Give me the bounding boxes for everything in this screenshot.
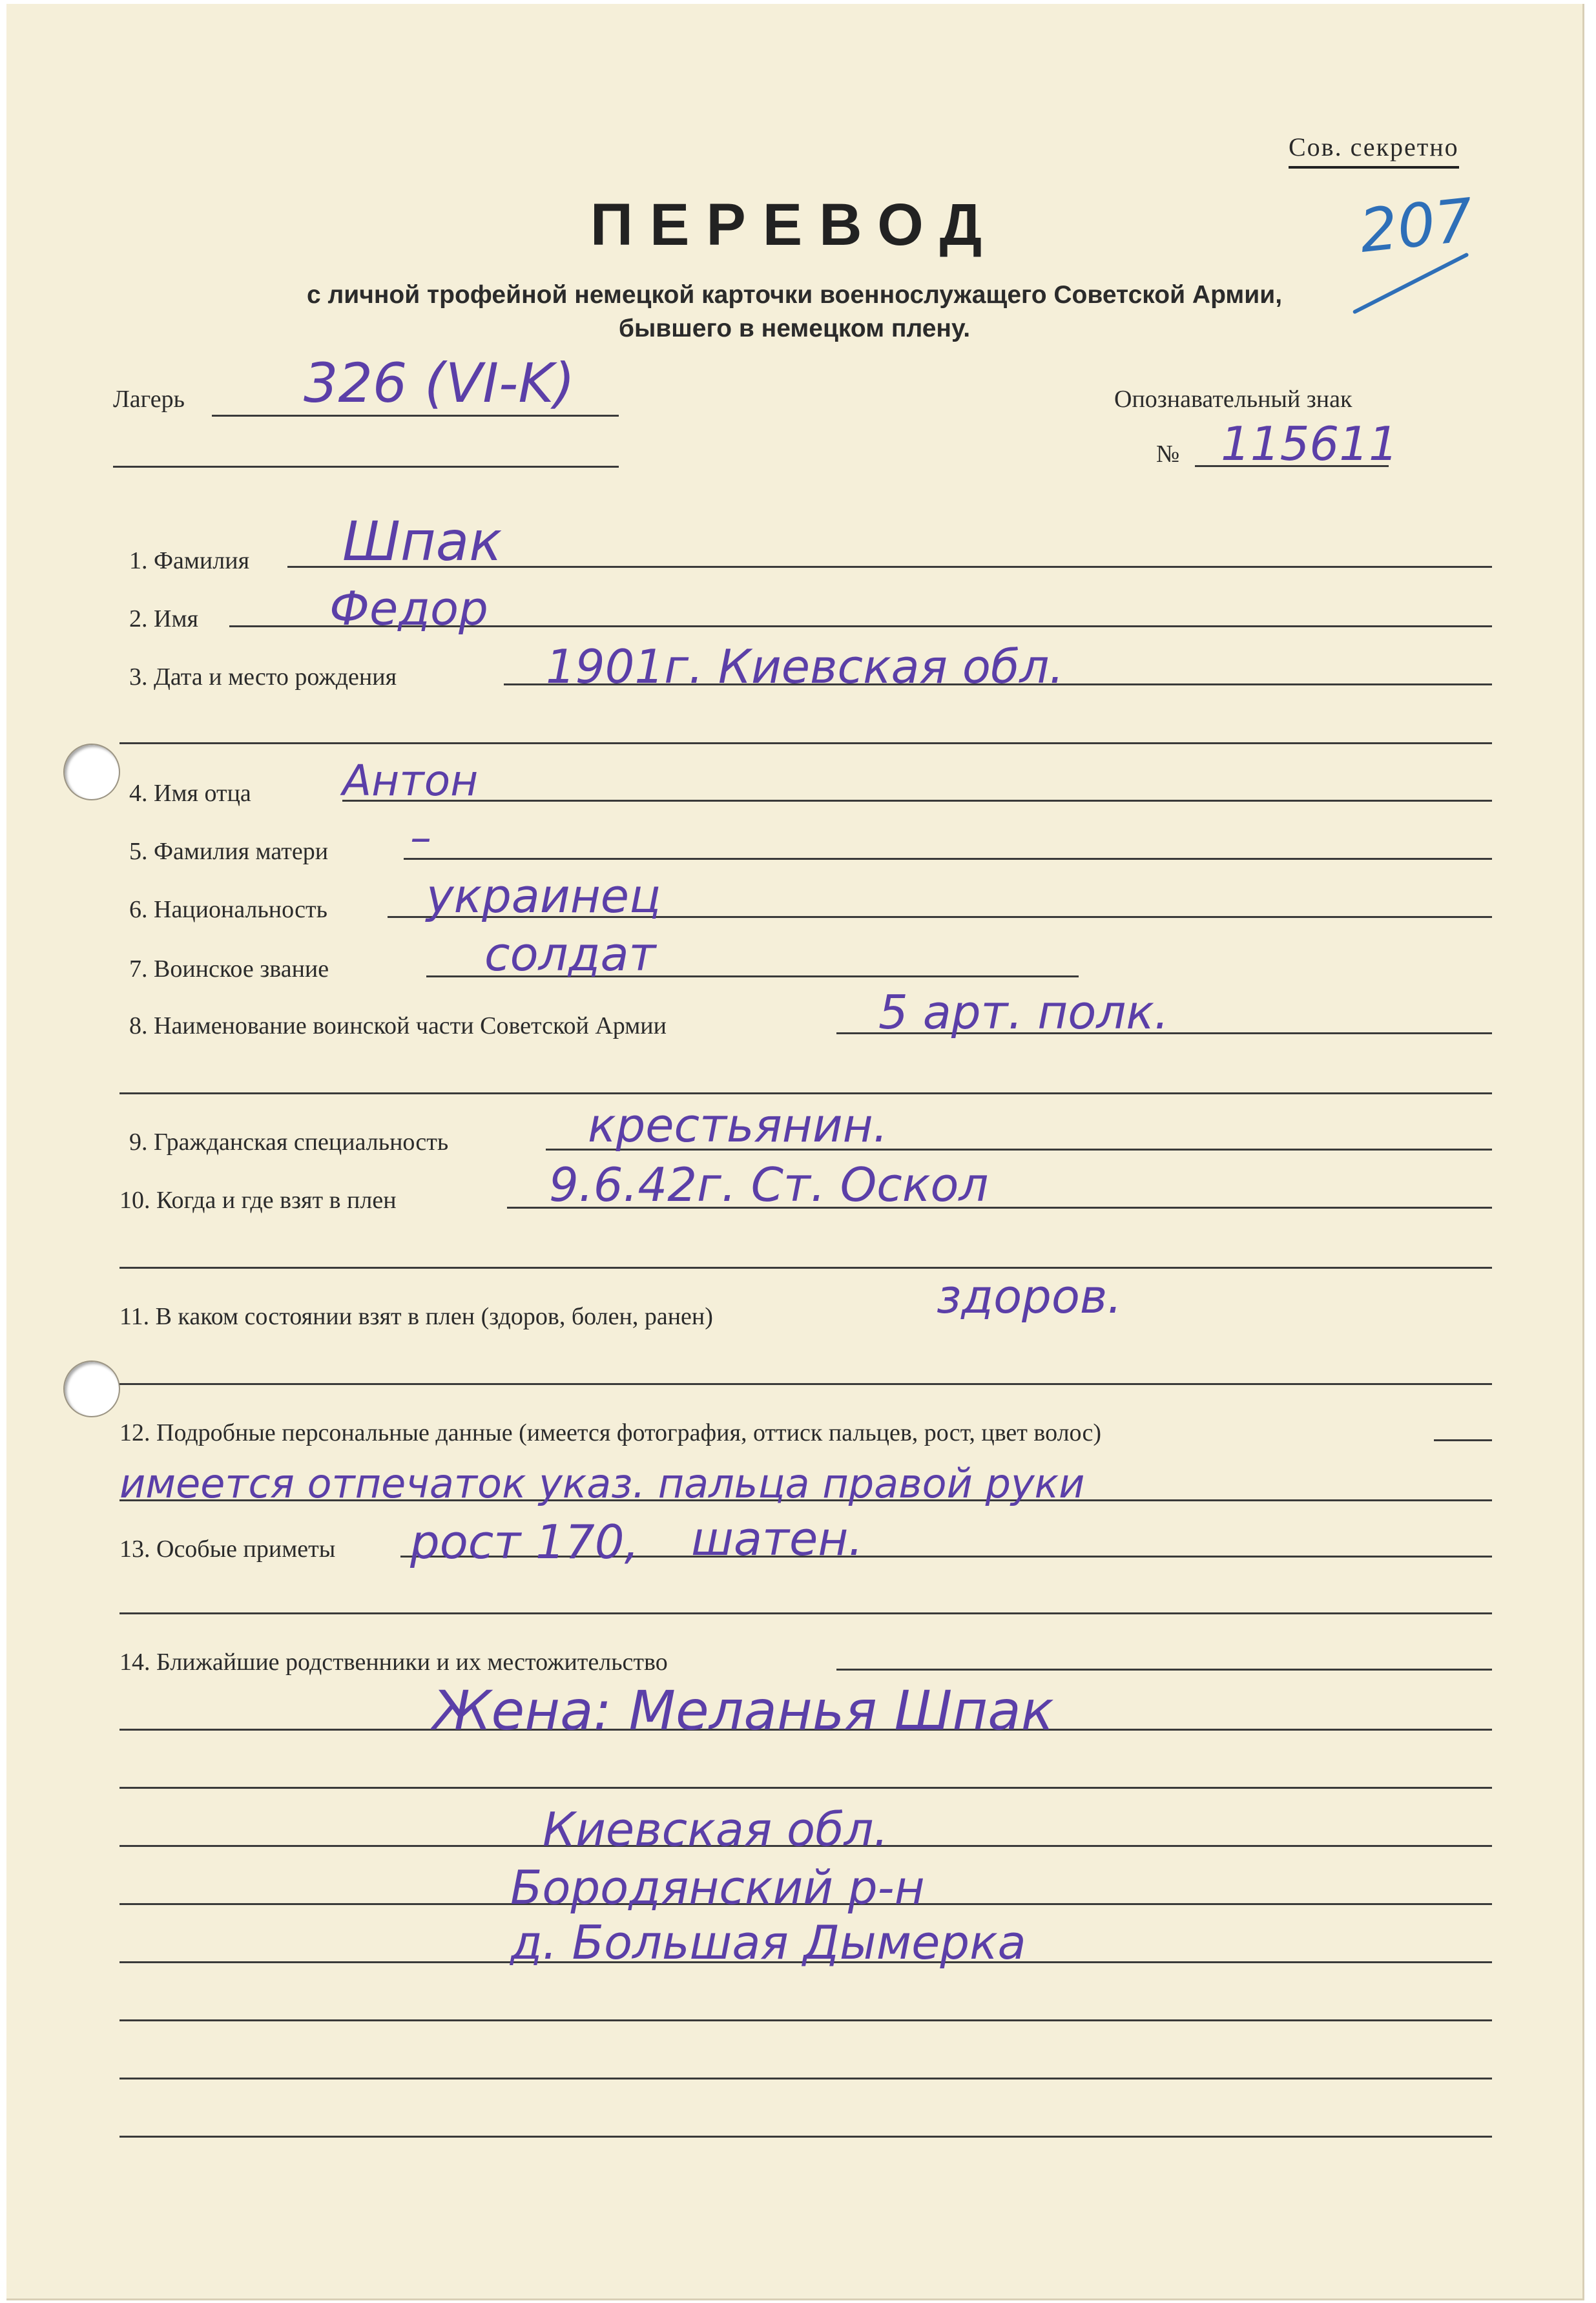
punch-hole — [63, 1360, 120, 1417]
field-relatives-line-7 — [119, 2019, 1492, 2021]
field-captured-line-2 — [119, 1267, 1492, 1269]
id-tag-number: 115611 — [1221, 417, 1398, 471]
field-profession-value: крестьянин. — [588, 1098, 888, 1152]
classification-stamp: Сов. секретно — [1289, 132, 1459, 169]
field-personal-data-value: имеется отпечаток указ. пальца правой руки — [119, 1460, 1085, 1507]
field-features-line-2 — [119, 1612, 1492, 1614]
camp-label: Лагерь — [113, 386, 185, 413]
field-nationality-value: украинец — [426, 869, 661, 923]
document-sheet — [6, 4, 1584, 2300]
field-relatives-line-9 — [119, 2136, 1492, 2138]
field-relatives-label: 14. Ближайшие родственники и их местожительство — [119, 1649, 668, 1676]
field-surname-label: 1. Фамилия — [129, 547, 250, 574]
page-title: ПЕРЕВОД — [590, 192, 999, 258]
field-birth-label: 3. Дата и место рождения — [129, 663, 397, 691]
page-subtitle — [200, 278, 1389, 346]
camp-line-2 — [113, 466, 619, 468]
field-captured-label: 10. Когда и где взят в плен — [119, 1187, 397, 1214]
field-unit-line-2 — [119, 1092, 1492, 1094]
field-surname-value: Шпак — [342, 510, 502, 573]
field-condition-line — [119, 1383, 1492, 1385]
field-name-value: Федор — [329, 581, 488, 636]
field-captured-value: 9.6.42г. Ст. Оскол — [549, 1158, 989, 1212]
field-name-label: 2. Имя — [129, 605, 198, 632]
field-profession-label: 9. Гражданская специальность — [129, 1129, 449, 1156]
field-relatives-line-8 — [119, 2078, 1492, 2079]
field-rank-label: 7. Воинское звание — [129, 955, 329, 983]
field-relatives-line — [836, 1669, 1492, 1671]
subtitle-line: бывшего в немецком плену. — [618, 315, 971, 342]
field-unit-value: 5 арт. полк. — [878, 985, 1169, 1039]
field-father-line — [342, 800, 1492, 802]
field-rank-value: солдат — [484, 927, 656, 981]
field-personal-data-line — [1434, 1439, 1492, 1441]
camp-value: 326 (VI-K) — [304, 351, 575, 415]
field-father-label: 4. Имя отца — [129, 780, 251, 807]
field-birth-value: 1901г. Киевская обл. — [546, 640, 1064, 694]
field-nationality-label: 6. Национальность — [129, 896, 327, 923]
field-personal-data-label: 12. Подробные персональные данные (имеется фотография, оттиск пальцев, рост, цвет волос) — [119, 1419, 1101, 1446]
field-mother-label: 5. Фамилия матери — [129, 838, 329, 865]
id-tag-number-prefix: № — [1156, 441, 1180, 468]
field-relatives-line-3 — [119, 1787, 1492, 1789]
field-relatives-value: Бородянский р-н — [510, 1860, 925, 1915]
field-features-value-2: шатен. — [691, 1512, 864, 1566]
field-condition-value: здоров. — [937, 1269, 1123, 1324]
field-relatives-value: д. Большая Дымерка — [510, 1915, 1026, 1970]
subtitle-line: с личной трофейной немецкой карточки военнослужащего Советской Армии, — [306, 281, 1283, 309]
field-condition-label: 11. В каком состоянии взят в плен (здоров, болен, ранен) — [119, 1303, 713, 1330]
punch-hole — [63, 744, 120, 800]
field-mother-line — [404, 858, 1492, 860]
field-relatives-value: Киевская обл. — [543, 1802, 889, 1857]
id-tag-label: Опознавательный знак — [1114, 386, 1352, 413]
field-features-value: рост 170, — [410, 1515, 639, 1569]
field-unit-label: 8. Наименование воинской части Советской Армии — [129, 1012, 667, 1039]
field-father-value: Антон — [342, 756, 479, 806]
field-relatives-value: Жена: Меланья Шпак — [433, 1679, 1054, 1742]
document-number: 207 — [1356, 185, 1477, 266]
field-mother-value: – — [410, 813, 431, 862]
field-features-label: 13. Особые приметы — [119, 1536, 336, 1563]
field-birth-line-2 — [119, 742, 1492, 744]
camp-line — [212, 415, 619, 417]
